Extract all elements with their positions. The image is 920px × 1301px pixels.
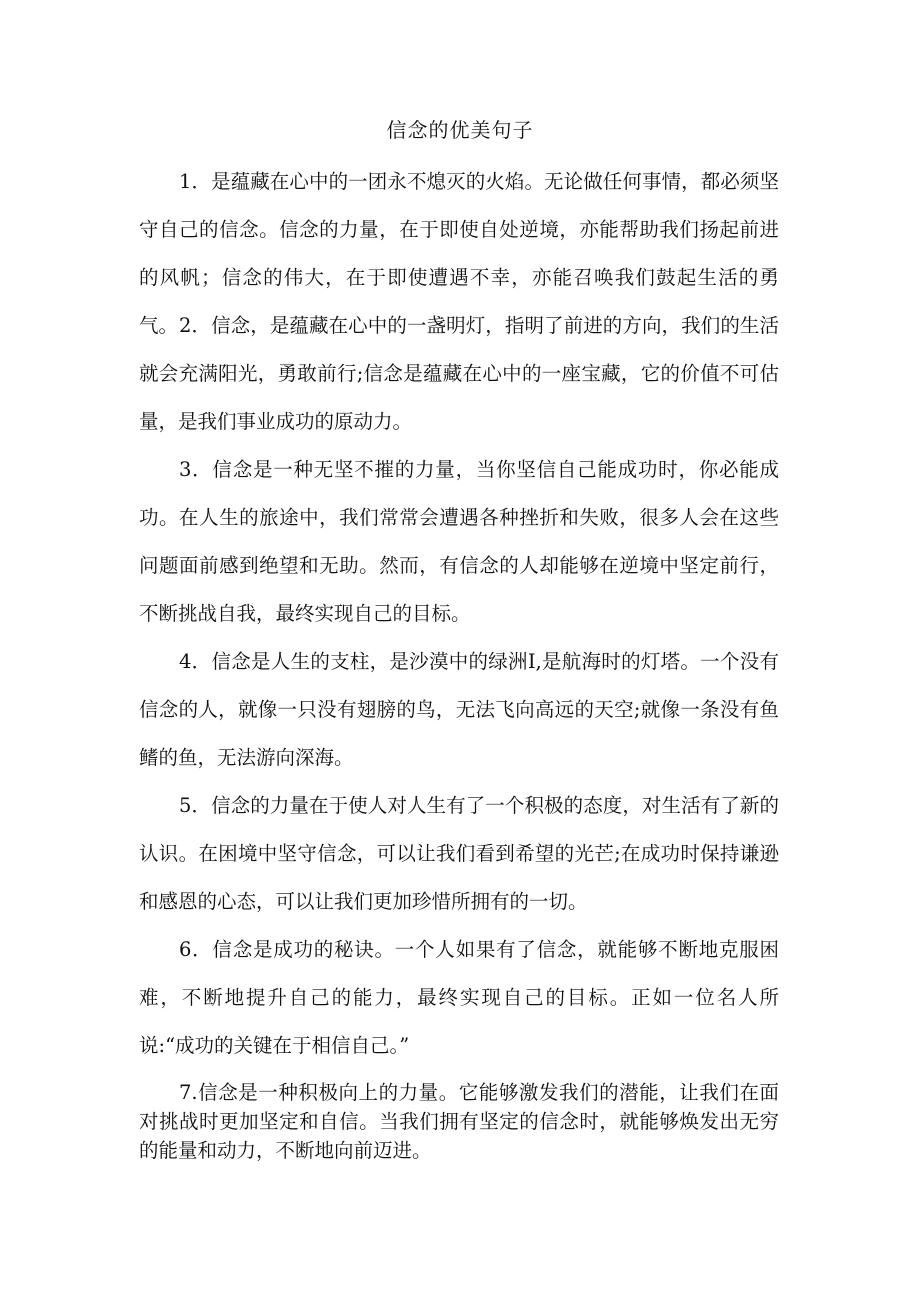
document-title: 信念的优美句子 (386, 118, 534, 142)
paragraph-6: 6．信念是成功的秘诀。一个人如果有了信念，就能够不断地克服困难，不断地提升自己的能力，最终实现自己的目标。正如一位名人所说:“成功的关键在于相信自己。” (139, 938, 779, 1057)
paragraph-1: 1．是蕴藏在心中的一团永不熄灭的火焰。无论做任何事情，都必须坚守自己的信念。信念的力量，在于即使自处逆境，亦能帮助我们扬起前进的风帆；信念的伟大，在于即使遭遇不幸，亦能召唤我们鼓起生活的勇气。 (139, 170, 779, 337)
paragraph-3: 3．信念是一种无坚不摧的力量，当你坚信自己能成功时，你必能成功。在人生的旅途中，我们常常会遭遇各种挫折和失败，很多人会在这些问题面前感到绝望和无助。然而，有信念的人却能够在逆境中坚定前行，不断挑战自我，最终实现自己的目标。 (139, 458, 779, 625)
paragraph-2: 2．信念，是蕴藏在心中的一盏明灯，指明了前进的方向，我们的生活就会充满阳光，勇敢前行;信念是蕴藏在心中的一座宝藏，它的价值不可估量，是我们事业成功的原动力。 (139, 314, 779, 433)
paragraph-4: 4．信念是人生的支柱，是沙漠中的绿洲I,是航海时的灯塔。一个没有信念的人，就像一只没有翅膀的鸟，无法飞向高远的天空;就像一条没有鱼鳍的鱼，无法游向深海。 (139, 650, 779, 769)
paragraph-7: 7.信念是一种积极向上的力量。它能够激发我们的潜能，让我们在面对挑战时更加坚定和自信。当我们拥有坚定的信念时，就能够焕发出无穷的能量和动力，不断地向前迈进。 (139, 1081, 779, 1162)
paragraph-5: 5．信念的力量在于使人对人生有了一个积极的态度，对生活有了新的认识。在困境中坚守信念，可以让我们看到希望的光芒;在成功时保持谦逊和感恩的心态，可以让我们更加珍惜所拥有的一切。 (139, 794, 779, 913)
